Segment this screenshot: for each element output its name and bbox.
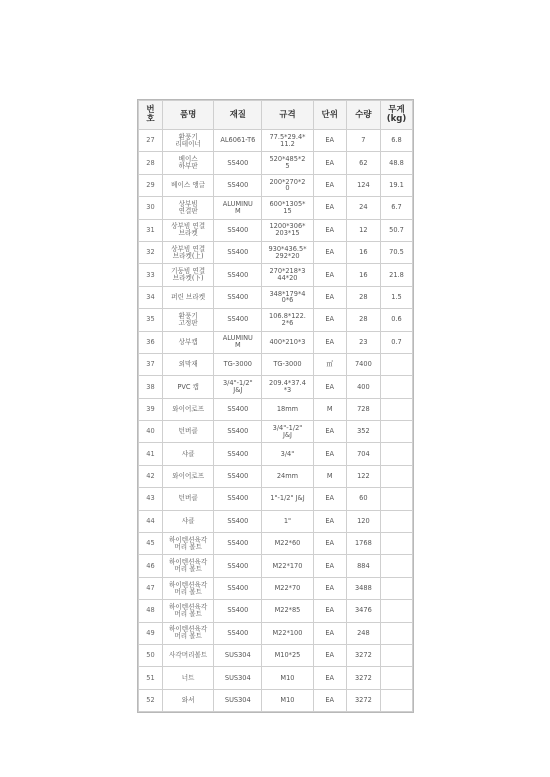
cell-weight <box>381 600 413 622</box>
cell-item-name: 상부캡 <box>162 331 213 353</box>
cell-unit: EA <box>313 667 346 689</box>
cell-number: 38 <box>139 376 163 398</box>
cell-spec: 77.5*29.4* 11.2 <box>262 130 313 152</box>
header-unit: 단위 <box>313 101 346 130</box>
cell-number: 28 <box>139 152 163 174</box>
cell-quantity: 16 <box>346 241 380 263</box>
cell-unit: EA <box>313 421 346 443</box>
cell-spec: M10 <box>262 689 313 711</box>
table-row <box>139 421 413 443</box>
cell-weight: 70.5 <box>381 241 413 263</box>
cell-quantity: 728 <box>346 398 380 420</box>
cell-number: 30 <box>139 197 163 219</box>
cell-quantity: 3272 <box>346 667 380 689</box>
cell-quantity: 122 <box>346 465 380 487</box>
cell-spec: 18mm <box>262 398 313 420</box>
cell-quantity: 400 <box>346 376 380 398</box>
table-row <box>139 241 413 263</box>
cell-unit: EA <box>313 130 346 152</box>
cell-spec: M22*170 <box>262 555 313 577</box>
cell-item-name: 환풍기 고정판 <box>162 309 213 331</box>
table-row <box>139 667 413 689</box>
cell-spec: M22*60 <box>262 533 313 555</box>
cell-item-name: 사각머리볼트 <box>162 644 213 666</box>
cell-weight <box>381 465 413 487</box>
cell-unit: EA <box>313 309 346 331</box>
cell-unit: EA <box>313 376 346 398</box>
cell-number: 39 <box>139 398 163 420</box>
cell-spec: 930*436.5* 292*20 <box>262 241 313 263</box>
header-quantity: 수량 <box>346 101 380 130</box>
cell-number: 34 <box>139 286 163 308</box>
cell-weight <box>381 421 413 443</box>
header-item-name: 품명 <box>162 101 213 130</box>
cell-material: SS400 <box>214 152 262 174</box>
cell-unit: M <box>313 398 346 420</box>
cell-material: SS400 <box>214 443 262 465</box>
cell-weight: 0.7 <box>381 331 413 353</box>
cell-spec: 24mm <box>262 465 313 487</box>
table-row <box>139 600 413 622</box>
cell-number: 52 <box>139 689 163 711</box>
cell-spec: M22*100 <box>262 622 313 644</box>
cell-weight: 1.5 <box>381 286 413 308</box>
cell-number: 51 <box>139 667 163 689</box>
cell-item-name: 너트 <box>162 667 213 689</box>
cell-weight <box>381 353 413 375</box>
table-row <box>139 309 413 331</box>
cell-spec: 1200*306* 203*15 <box>262 219 313 241</box>
cell-quantity: 884 <box>346 555 380 577</box>
cell-item-name: 턴버클 <box>162 488 213 510</box>
cell-material: SS400 <box>214 577 262 599</box>
table-row <box>139 398 413 420</box>
cell-material: SS400 <box>214 264 262 286</box>
cell-unit: EA <box>313 577 346 599</box>
cell-material: SS400 <box>214 174 262 196</box>
cell-weight <box>381 667 413 689</box>
cell-number: 27 <box>139 130 163 152</box>
table-row <box>139 286 413 308</box>
cell-unit: EA <box>313 555 346 577</box>
cell-quantity: 7400 <box>346 353 380 375</box>
cell-material: SS400 <box>214 600 262 622</box>
cell-quantity: 3488 <box>346 577 380 599</box>
cell-item-name: 하이텐션육각 머리 볼트 <box>162 622 213 644</box>
cell-item-name: 하이텐션육각 머리 볼트 <box>162 533 213 555</box>
cell-material: SS400 <box>214 398 262 420</box>
cell-item-name: 샤클 <box>162 443 213 465</box>
cell-material: SS400 <box>214 309 262 331</box>
cell-number: 35 <box>139 309 163 331</box>
cell-quantity: 62 <box>346 152 380 174</box>
parts-list-sheet <box>137 99 414 713</box>
cell-material: SS400 <box>214 488 262 510</box>
cell-unit: M <box>313 465 346 487</box>
header-number: 번 호 <box>139 101 163 130</box>
cell-item-name: 상부빔 연결판 <box>162 197 213 219</box>
cell-unit: EA <box>313 264 346 286</box>
cell-quantity: 28 <box>346 286 380 308</box>
cell-quantity: 1768 <box>346 533 380 555</box>
cell-quantity: 16 <box>346 264 380 286</box>
cell-quantity: 28 <box>346 309 380 331</box>
cell-number: 44 <box>139 510 163 532</box>
cell-material: SS400 <box>214 555 262 577</box>
cell-material: TG-3000 <box>214 353 262 375</box>
cell-number: 45 <box>139 533 163 555</box>
cell-weight: 48.8 <box>381 152 413 174</box>
cell-item-name: 샤클 <box>162 510 213 532</box>
cell-weight <box>381 376 413 398</box>
cell-weight <box>381 398 413 420</box>
cell-item-name: 턴버클 <box>162 421 213 443</box>
table-row <box>139 130 413 152</box>
cell-material: SS400 <box>214 533 262 555</box>
cell-weight <box>381 644 413 666</box>
cell-unit: EA <box>313 241 346 263</box>
cell-weight: 50.7 <box>381 219 413 241</box>
cell-spec: 1"-1/2" J&J <box>262 488 313 510</box>
cell-unit: EA <box>313 197 346 219</box>
table-row <box>139 488 413 510</box>
cell-unit: EA <box>313 600 346 622</box>
cell-spec: 3/4"-1/2" J&J <box>262 421 313 443</box>
table-body <box>139 130 413 712</box>
cell-weight <box>381 533 413 555</box>
cell-unit: EA <box>313 533 346 555</box>
header-weight: 무게 (kg) <box>381 101 413 130</box>
cell-item-name: 베이스 하부판 <box>162 152 213 174</box>
table-row <box>139 331 413 353</box>
cell-item-name: 하이텐션육각 머리 볼트 <box>162 600 213 622</box>
cell-material: SS400 <box>214 241 262 263</box>
cell-item-name: 베이스 앵글 <box>162 174 213 196</box>
cell-material: SS400 <box>214 286 262 308</box>
cell-item-name: 외막재 <box>162 353 213 375</box>
cell-item-name: 기둥빔 연결 브라켓(下) <box>162 264 213 286</box>
cell-spec: M22*70 <box>262 577 313 599</box>
cell-quantity: 120 <box>346 510 380 532</box>
cell-unit: EA <box>313 174 346 196</box>
cell-weight: 0.6 <box>381 309 413 331</box>
table-row <box>139 510 413 532</box>
cell-weight <box>381 577 413 599</box>
cell-material: AL6061-T6 <box>214 130 262 152</box>
cell-number: 41 <box>139 443 163 465</box>
cell-spec: M10*25 <box>262 644 313 666</box>
cell-quantity: 352 <box>346 421 380 443</box>
cell-item-name: 환풍기 리테이너 <box>162 130 213 152</box>
cell-quantity: 124 <box>346 174 380 196</box>
cell-quantity: 7 <box>346 130 380 152</box>
cell-item-name: 퍼린 브라켓 <box>162 286 213 308</box>
cell-unit: EA <box>313 689 346 711</box>
cell-weight <box>381 443 413 465</box>
cell-spec: 270*218*3 44*20 <box>262 264 313 286</box>
cell-quantity: 3476 <box>346 600 380 622</box>
cell-material: SS400 <box>214 219 262 241</box>
cell-number: 36 <box>139 331 163 353</box>
cell-spec: 348*179*4 0*6 <box>262 286 313 308</box>
cell-spec: 106.8*122. 2*6 <box>262 309 313 331</box>
cell-number: 43 <box>139 488 163 510</box>
cell-number: 47 <box>139 577 163 599</box>
cell-item-name: 와셔 <box>162 689 213 711</box>
cell-number: 50 <box>139 644 163 666</box>
cell-item-name: PVC 캡 <box>162 376 213 398</box>
cell-unit: EA <box>313 510 346 532</box>
cell-unit: EA <box>313 219 346 241</box>
cell-spec: 600*1305* 15 <box>262 197 313 219</box>
cell-quantity: 248 <box>346 622 380 644</box>
cell-material: SUS304 <box>214 689 262 711</box>
cell-item-name: 하이텐션육각 머리 볼트 <box>162 577 213 599</box>
cell-unit: EA <box>313 286 346 308</box>
cell-weight <box>381 555 413 577</box>
cell-item-name: 상부빔 연결 브라켓(上) <box>162 241 213 263</box>
table-row <box>139 353 413 375</box>
cell-quantity: 24 <box>346 197 380 219</box>
cell-item-name: 와이어로프 <box>162 398 213 420</box>
cell-material: ALUMINU M <box>214 197 262 219</box>
cell-material: SS400 <box>214 465 262 487</box>
cell-unit: ㎡ <box>313 353 346 375</box>
cell-spec: M10 <box>262 667 313 689</box>
cell-material: SUS304 <box>214 667 262 689</box>
cell-number: 32 <box>139 241 163 263</box>
cell-material: 3/4"-1/2" J&J <box>214 376 262 398</box>
cell-unit: EA <box>313 152 346 174</box>
cell-number: 48 <box>139 600 163 622</box>
table-header-row <box>139 101 413 130</box>
cell-unit: EA <box>313 331 346 353</box>
table-row <box>139 197 413 219</box>
cell-material: ALUMINU M <box>214 331 262 353</box>
cell-unit: EA <box>313 622 346 644</box>
table-row <box>139 622 413 644</box>
cell-item-name: 하이텐션육각 머리 볼트 <box>162 555 213 577</box>
cell-number: 40 <box>139 421 163 443</box>
header-spec: 규격 <box>262 101 313 130</box>
cell-quantity: 23 <box>346 331 380 353</box>
cell-weight: 19.1 <box>381 174 413 196</box>
cell-number: 37 <box>139 353 163 375</box>
table-row <box>139 376 413 398</box>
cell-unit: EA <box>313 644 346 666</box>
cell-weight: 21.8 <box>381 264 413 286</box>
cell-spec: 1" <box>262 510 313 532</box>
cell-quantity: 12 <box>346 219 380 241</box>
cell-quantity: 3272 <box>346 689 380 711</box>
cell-weight <box>381 689 413 711</box>
table-row <box>139 443 413 465</box>
cell-material: SS400 <box>214 510 262 532</box>
table-row <box>139 533 413 555</box>
cell-quantity: 704 <box>346 443 380 465</box>
table-row <box>139 644 413 666</box>
cell-quantity: 60 <box>346 488 380 510</box>
cell-weight: 6.8 <box>381 130 413 152</box>
table-row <box>139 555 413 577</box>
table-row <box>139 577 413 599</box>
cell-number: 42 <box>139 465 163 487</box>
cell-spec: 209.4*37.4 *3 <box>262 376 313 398</box>
cell-weight <box>381 510 413 532</box>
cell-item-name: 와이어로프 <box>162 465 213 487</box>
cell-unit: EA <box>313 443 346 465</box>
table-row <box>139 465 413 487</box>
cell-weight: 6.7 <box>381 197 413 219</box>
cell-number: 31 <box>139 219 163 241</box>
cell-material: SS400 <box>214 622 262 644</box>
cell-spec: TG-3000 <box>262 353 313 375</box>
cell-spec: M22*85 <box>262 600 313 622</box>
table-row <box>139 152 413 174</box>
cell-spec: 200*270*2 0 <box>262 174 313 196</box>
cell-number: 49 <box>139 622 163 644</box>
cell-spec: 3/4" <box>262 443 313 465</box>
cell-quantity: 3272 <box>346 644 380 666</box>
header-material: 재질 <box>214 101 262 130</box>
parts-table <box>138 100 413 712</box>
cell-spec: 400*210*3 <box>262 331 313 353</box>
table-row <box>139 174 413 196</box>
cell-item-name: 상부빔 연결 브라켓 <box>162 219 213 241</box>
cell-number: 46 <box>139 555 163 577</box>
cell-number: 33 <box>139 264 163 286</box>
cell-material: SS400 <box>214 421 262 443</box>
cell-unit: EA <box>313 488 346 510</box>
cell-spec: 520*485*2 5 <box>262 152 313 174</box>
cell-number: 29 <box>139 174 163 196</box>
cell-material: SUS304 <box>214 644 262 666</box>
cell-weight <box>381 488 413 510</box>
cell-weight <box>381 622 413 644</box>
table-row <box>139 264 413 286</box>
table-row <box>139 689 413 711</box>
table-row <box>139 219 413 241</box>
